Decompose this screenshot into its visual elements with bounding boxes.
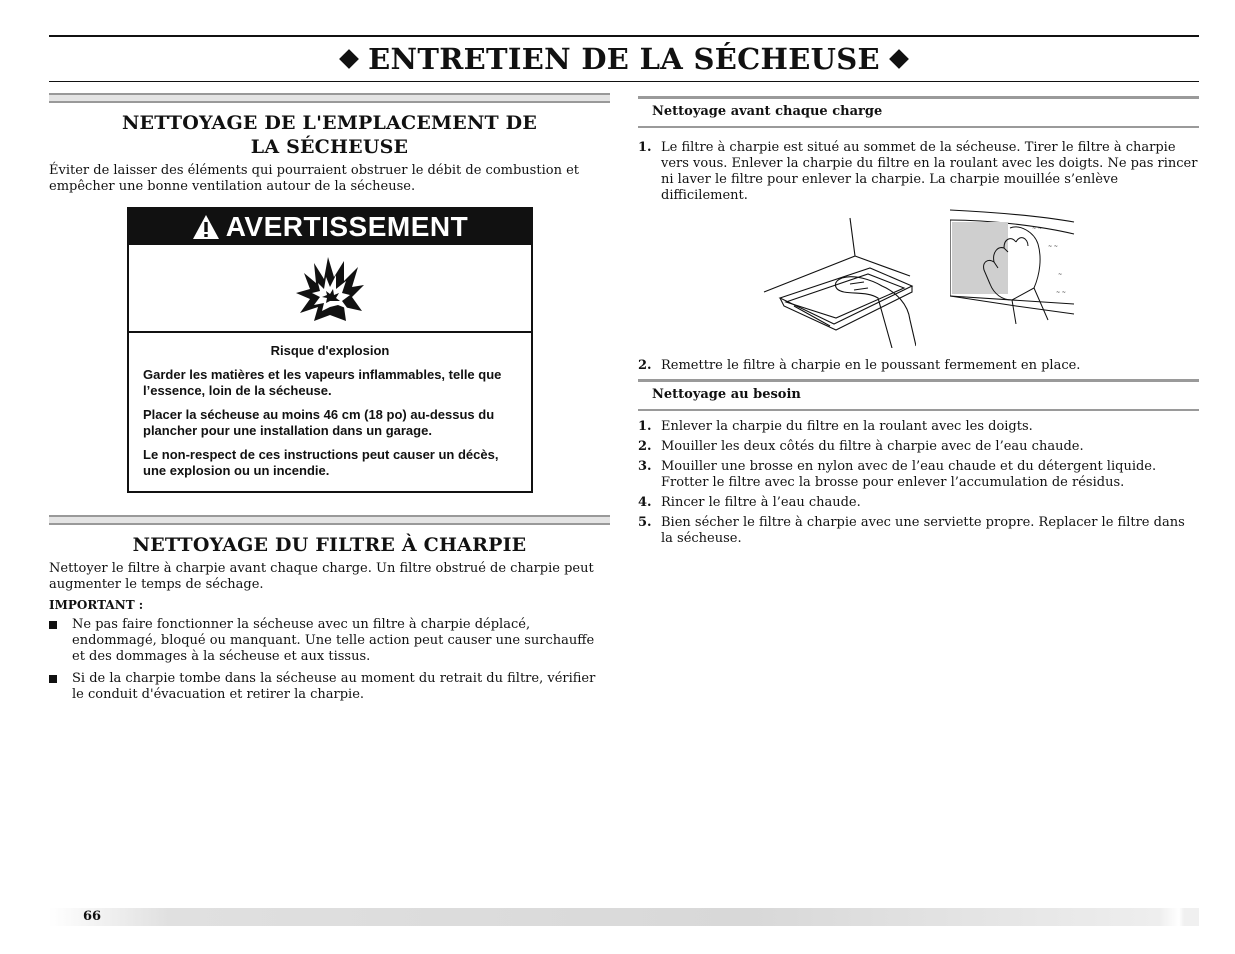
step-number: 5.	[638, 515, 652, 530]
step-text: Bien sécher le filtre à charpie avec une serviette propre. Replacer le filtre dans la sécheuse.	[661, 515, 1185, 546]
section-intro: Éviter de laisser des éléments qui pourraient obstruer le débit de combustion et empêcher une bonne ventilation autour de la sécheuse.	[49, 163, 579, 194]
step-text: Remettre le filtre à charpie en le poussant fermement en place.	[661, 358, 1081, 373]
subsection-title: Nettoyage au besoin	[652, 387, 801, 402]
step-text: Mouiller les deux côtés du filtre à charpie avec de l’eau chaude.	[661, 439, 1084, 454]
step-item	[638, 439, 1199, 455]
lint-filter-illustrations	[638, 208, 1199, 358]
step-number: 1.	[638, 419, 652, 434]
section-title-emplacement	[49, 111, 610, 159]
important-label: IMPORTANT :	[49, 598, 144, 612]
warning-box	[127, 207, 533, 493]
subsection-divider	[638, 126, 1199, 128]
step-number: 2.	[638, 439, 652, 454]
left-column	[49, 93, 610, 709]
subsection-title: Nettoyage avant chaque charge	[652, 104, 883, 119]
square-bullet-icon	[49, 621, 57, 629]
steps-list	[638, 358, 1199, 374]
list-item	[49, 617, 610, 665]
step-number: 3.	[638, 459, 652, 474]
diamond-icon	[339, 49, 359, 69]
step-item	[638, 515, 1199, 547]
svg-text:~: ~	[1058, 272, 1063, 278]
warning-paragraph: Garder les matières et les vapeurs inflammables, telle que l’essence, loin de la sécheuse.	[143, 367, 502, 398]
warning-paragraph: Le non-respect de ces instructions peut causer un décès, une explosion ou un incendie.	[143, 447, 499, 478]
warning-paragraph: Placer la sécheuse au moins 46 cm (18 po) au-dessus du plancher pour une installation dans un garage.	[143, 407, 495, 438]
page-number: 66	[83, 909, 102, 924]
page-title-text: ENTRETIEN DE LA SÉCHEUSE	[368, 42, 880, 76]
page-title-bar	[49, 35, 1199, 82]
section-title-filtre: NETTOYAGE DU FILTRE À CHARPIE	[132, 534, 527, 556]
list-item-text: Ne pas faire fonctionner la sécheuse avec un filtre à charpie déplacé, endommagé, bloqué ou manquant. Une telle action peut causer une surchauffe et des dommages à la sécheuse et aux tissus.	[72, 617, 595, 664]
step-text: Rincer le filtre à l’eau chaude.	[661, 495, 861, 510]
page-title	[330, 42, 918, 76]
step-number: 1.	[638, 140, 652, 155]
step-text: Enlever la charpie du filtre en la roulant avec les doigts.	[661, 419, 1033, 434]
step-item	[638, 495, 1199, 511]
steps-list	[638, 419, 1199, 547]
subsection-divider	[638, 96, 1199, 99]
warning-header-text: AVERTISSEMENT	[225, 211, 469, 242]
page-footer	[49, 908, 1199, 926]
step-item	[638, 419, 1199, 435]
lint-filter-removal-illustration	[760, 216, 916, 348]
important-list	[49, 617, 610, 703]
right-column	[638, 96, 1199, 551]
section-title-line2: LA SÉCHEUSE	[250, 136, 409, 158]
section-title-line1: NETTOYAGE DE L'EMPLACEMENT DE	[121, 112, 538, 134]
section-divider	[49, 515, 610, 525]
step-item	[638, 358, 1199, 374]
steps-list	[638, 140, 1199, 204]
step-number: 2.	[638, 358, 652, 373]
lint-rolling-illustration	[950, 208, 1076, 324]
section-intro: Nettoyer le filtre à charpie avant chaque charge. Un filtre obstrué de charpie peut augmenter le temps de séchage.	[49, 561, 594, 592]
section-divider	[49, 93, 610, 103]
warning-body	[129, 333, 531, 491]
subsection-divider	[638, 409, 1199, 411]
list-item-text: Si de la charpie tombe dans la sécheuse au moment du retrait du filtre, vérifier le conduit d'évacuation et retirer la charpie.	[72, 671, 596, 702]
square-bullet-icon	[49, 675, 57, 683]
step-text: Le filtre à charpie est situé au sommet de la sécheuse. Tirer le filtre à charpie vers vous. Enlever la charpie du filtre en la roulant avec les doigts. Ne pas rincer ni laver le filtre pour enlever la charpie. La charpie mouillée s’enlève difficilement.	[661, 140, 1198, 203]
list-item	[49, 671, 610, 703]
warning-triangle-icon	[192, 214, 220, 240]
explosion-pictogram	[129, 245, 531, 333]
svg-text:~ ~: ~ ~	[1048, 244, 1058, 250]
step-item	[638, 459, 1199, 491]
explosion-icon	[294, 253, 366, 323]
warning-header	[129, 209, 531, 245]
subsection-divider	[638, 379, 1199, 382]
diamond-icon	[889, 49, 909, 69]
svg-text:~ ~: ~ ~	[1056, 290, 1066, 296]
step-text: Mouiller une brosse en nylon avec de l’eau chaude et du détergent liquide. Frotter le filtre avec la brosse pour enlever l’accumulation de résidus.	[661, 459, 1157, 490]
step-item	[638, 140, 1199, 204]
step-number: 4.	[638, 495, 652, 510]
warning-risk: Risque d'explosion	[270, 343, 390, 358]
svg-text:~ ~: ~ ~	[1032, 226, 1042, 232]
